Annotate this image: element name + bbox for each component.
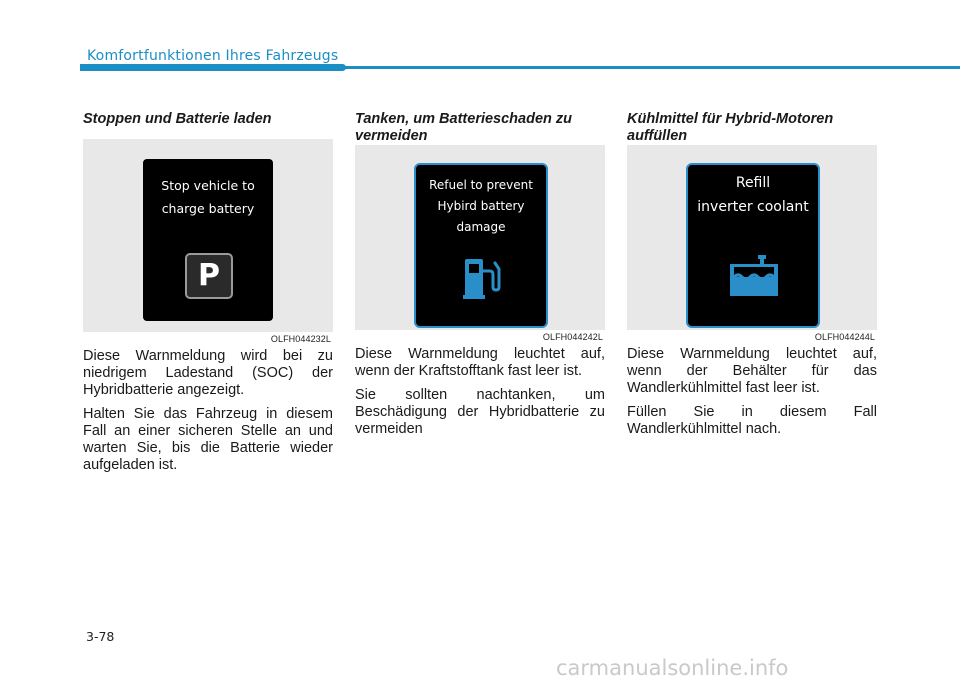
section-heading: Stoppen und Batterie laden: [83, 111, 272, 127]
display-line: charge battery: [161, 201, 255, 216]
display-line: Stop vehicle to: [161, 178, 255, 193]
parking-p-icon: P: [185, 253, 233, 299]
warning-figure: [83, 139, 333, 344]
section-stop-and-charge: [83, 111, 333, 481]
section-body: [355, 346, 605, 438]
section-title: Komfortfunktionen Ihres Fahrzeugs: [87, 48, 339, 64]
body-paragraph: Diese Warnmeldung wird bei zu niedrigem Ladestand (SOC) der Hybridbatterie angezeigt.: [83, 348, 333, 398]
section-refill-coolant: [627, 111, 877, 445]
display-message: [688, 171, 818, 219]
section-heading: Kühlmittel für Hybrid-Motoren auffüllen: [627, 111, 834, 144]
fuel-pump-icon: [463, 257, 503, 301]
display-line: Refuel to prevent: [429, 178, 533, 192]
body-paragraph: Diese Warnmeldung leuchtet auf, wenn der Kraftstofftank fast leer ist.: [355, 346, 605, 379]
body-paragraph: Halten Sie das Fahrzeug in diesem Fall an einer sicheren Stelle an und warten Sie, bis die Batterie wieder aufgeladen ist.: [83, 406, 333, 473]
header-rule: [80, 66, 960, 69]
display-line: Refill: [735, 175, 771, 191]
page-number: 3-78: [86, 629, 115, 644]
cluster-display: [686, 163, 820, 328]
cluster-display: [143, 159, 273, 321]
watermark: carmanualsonline.info: [556, 656, 789, 680]
display-message: [416, 175, 546, 238]
figure-code: OLFH044242L: [542, 332, 603, 342]
section-body: [627, 346, 877, 438]
cluster-display: [414, 163, 548, 328]
display-line: inverter coolant: [697, 199, 809, 215]
body-paragraph: Sie sollten nachtanken, um Beschädigung der Hybridbatterie zu vermeiden: [355, 387, 605, 437]
section-body: [83, 348, 333, 474]
display-line: Hybird battery: [437, 199, 525, 213]
section-refuel: [355, 111, 605, 445]
body-paragraph: Diese Warnmeldung leuchtet auf, wenn der Behälter für das Wandlerkühlmittel fast leer ist.: [627, 346, 877, 396]
display-message: [143, 174, 273, 220]
coolant-reservoir-icon: [728, 255, 780, 299]
warning-figure: [627, 145, 877, 342]
warning-figure: [355, 145, 605, 342]
display-line: damage: [456, 220, 506, 234]
figure-code: OLFH044232L: [270, 334, 331, 344]
section-heading: Tanken, um Batterieschaden zu vermeiden: [355, 111, 573, 144]
figure-code: OLFH044244L: [814, 332, 875, 342]
body-paragraph: Füllen Sie in diesem Fall Wandlerkühlmittel nach.: [627, 404, 877, 437]
